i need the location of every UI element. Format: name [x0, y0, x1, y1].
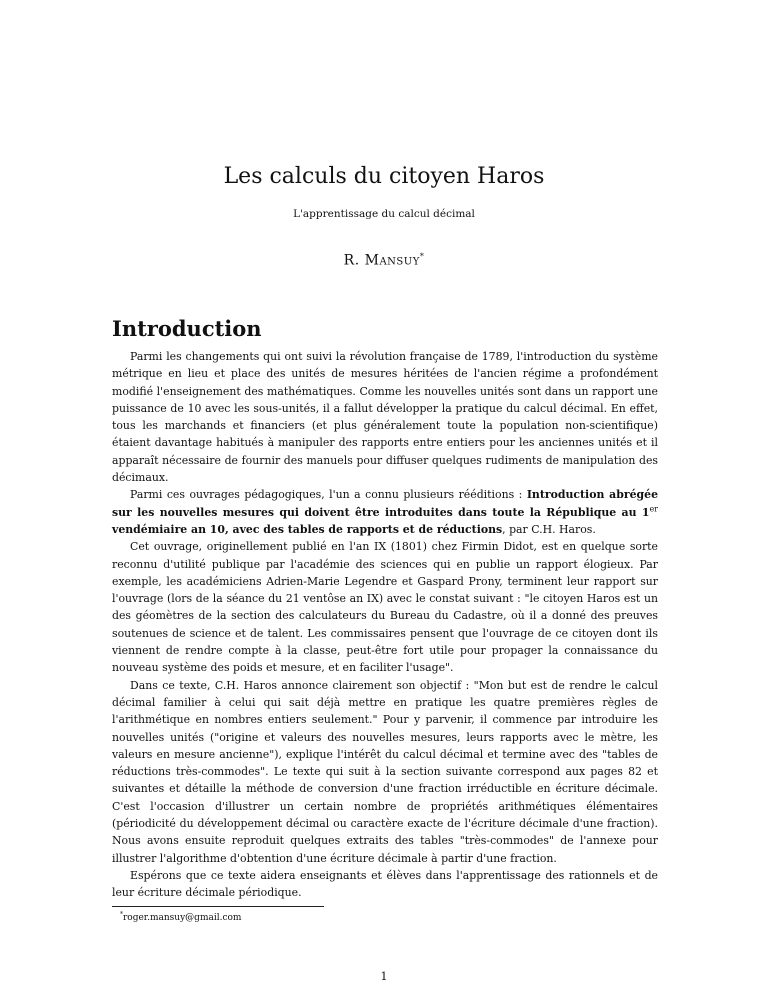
paragraph-3: Cet ouvrage, originellement publié en l'an IX (1801) chez Firmin Didot, est en quelque sorte reconnu d'utilité publique par l'académie des sciences qui en publie un rapport élogieux. Par exemple, les académiciens Adrien-Marie Legendre et Gaspard Prony, terminent leur rapport sur l'ouvrage (lors de la séance du 21 ventôse an IX) avec le constat suivant : "le citoyen Haros est un des géomètres de la section des calculateurs du Bureau du Cadastre, où il a donné des preuves soutenues de science et de talent. Les commissaires pensent que l'ouvrage de ce citoyen dont ils viennent de rendre compte à la classe, peut-être fort utile pour propager la connaissance du nouveau système des poids et mesure, et en faciliter l'usage". [112, 540, 658, 675]
page-number: 1 [380, 970, 388, 983]
book-title-part-a: Introduction abrégée sur les nouvelles mesures qui doivent être introduites dans toute la République au 1 [112, 488, 658, 519]
introduction-body [112, 348, 658, 902]
footnote [120, 911, 241, 923]
paragraph-2-lead: Parmi ces ouvrages pédagogiques, l'un a connu plusieurs rééditions : [130, 488, 527, 502]
author-footnote-mark[interactable]: * [419, 252, 425, 261]
footnote-divider [112, 906, 324, 907]
paper-title: Les calculs du citoyen Haros [223, 164, 545, 189]
book-title-part-b: vendémiaire an 10, avec des tables de rapports et de réductions [112, 522, 503, 536]
paper-subtitle: L'apprentissage du calcul décimal [293, 208, 475, 220]
author-line [0, 252, 768, 269]
author-surname: Mansuy [364, 252, 420, 269]
section-heading-introduction: Introduction [112, 316, 262, 341]
footnote-email-link[interactable]: roger.mansuy@gmail.com [123, 913, 242, 923]
footnote-mark: * [120, 911, 123, 918]
book-title-superscript: er [649, 504, 658, 514]
paragraph-4: Dans ce texte, C.H. Haros annonce clairement son objectif : "Mon but est de rendre le calcul décimal familier à celui qui sait déjà mettre en pratique les quatre premières règles de l'arithmétique en nombres entiers seulement." Pour y parvenir, il commence par introduire les nouvelles unités ("origine et valeurs des nouvelles mesures, leurs rapports avec le mètre, les valeurs en mesure ancienne"), explique l'intérêt du calcul décimal et termine avec des "tables de réductions très-commodes". Le texte qui suit à la section suivante correspond aux pages 82 et suivantes et détaille la méthode de conversion d'une fraction irréductible en écriture décimale. C'est l'occasion d'illustrer un certain nombre de propriétés arithmétiques élémentaires (périodicité du développement décimal ou caractère exacte de l'écriture décimale d'une fraction). Nous avons ensuite reproduit quelques extraits des tables "très-commodes" de l'annexe pour illustrer l'algorithme d'obtention d'une écriture décimale à partir d'une fraction. [112, 678, 658, 865]
paragraph-2-tail: , par C.H. Haros. [502, 522, 596, 536]
paragraph-2 [112, 486, 658, 538]
paragraph-1: Parmi les changements qui ont suivi la révolution française de 1789, l'introduction du système métrique en lieu et place des unités de mesures héritées de l'ancien régime a profondément modifié l'enseignement des mathématiques. Comme les nouvelles unités sont dans un rapport une puissance de 10 avec les sous-unités, il a fallut développer la pratique du calcul décimal. En effet, tous les marchands et financiers (et plus généralement toute la population non-scientifique) étaient davantage habitués à manipuler des rapports entre entiers pour les anciennes unités et il apparaît nécessaire de fournir des manuels pour diffuser quelques rudiments de manipulation des décimaux. [112, 350, 658, 485]
author-initial: R. [343, 252, 360, 269]
paragraph-5: Espérons que ce texte aidera enseignants et élèves dans l'apprentissage des rationnels et de leur écriture décimale périodique. [112, 868, 658, 900]
